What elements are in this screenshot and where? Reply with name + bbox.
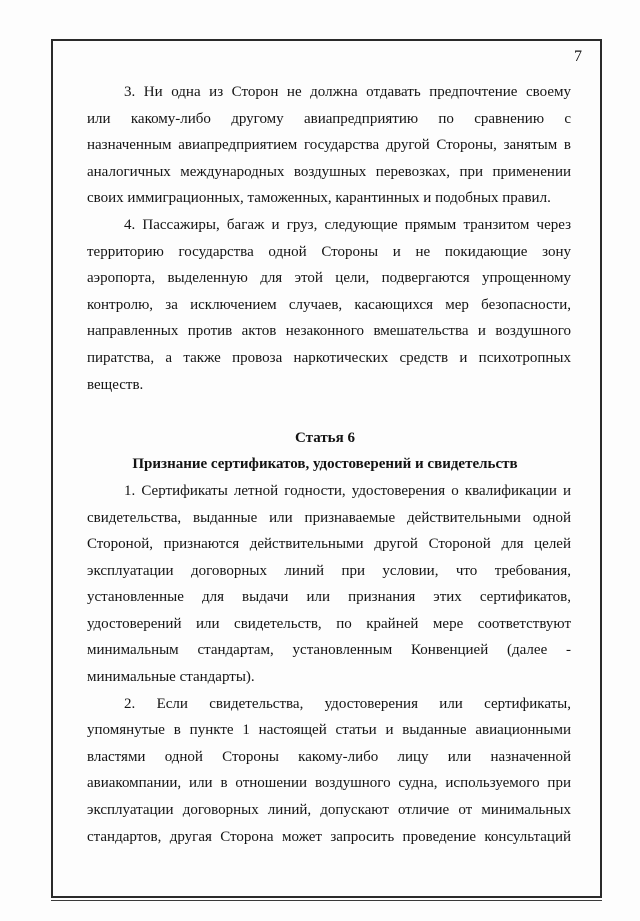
text-line: 3. Ни одна из Сторон не должна отдавать предпочтение своему — [124, 84, 571, 100]
text-line: упомянутые в пункте 1 настоящей статьи и выданные авиационными — [87, 722, 571, 739]
text-line: или какому-либо другому авиапредприятию по сравнению с — [87, 110, 571, 127]
text-line: свидетельства, выданные или признаваемые действительными одной — [87, 509, 571, 526]
text-line: эксплуатации договорных линий, допускают отличие от минимальных — [87, 802, 571, 819]
text-line: своих иммиграционных, таможенных, карантинных и подобных правил. — [87, 190, 551, 207]
text-line: контролю, за исключением случаев, касающихся мер безопасности, — [87, 296, 571, 313]
text-line: аэропорта, выделенную для этой цели, подвергаются упрощенному — [87, 270, 571, 287]
text-line: 4. Пассажиры, багаж и груз, следующие прямым транзитом через — [124, 216, 571, 233]
article-heading: Признание сертификатов, удостоверений и свидетельств — [132, 456, 518, 473]
text-line: властями одной Стороны какому-либо лицу или назначенной — [87, 748, 571, 765]
page-number: 7 — [574, 48, 582, 65]
text-line: направленных против актов незаконного вмешательства и воздушного — [87, 323, 571, 340]
text-line: пиратства, а также провоза наркотических средств и психотропных — [87, 349, 571, 366]
text-line: эксплуатации договорных линий при условии, что требования, — [87, 562, 571, 579]
paragraph-3 — [87, 79, 571, 212]
article-paragraph-1 — [87, 478, 571, 691]
text-line: территорию государства одной Стороны и не покидающие зону — [87, 243, 571, 260]
text-line: минимальные стандарты). — [87, 669, 255, 686]
text-line: минимальным стандартам, установленным Конвенцией (далее - — [87, 642, 571, 659]
paragraph-4 — [87, 212, 571, 398]
text-line: аналогичных международных воздушных перевозках, при применении — [87, 163, 571, 180]
text-line: удостоверений или свидетельств, по крайней мере соответствуют — [87, 615, 571, 632]
text-line: авиакомпании, или в отношении воздушного судна, используемого при — [87, 775, 571, 792]
text-line: стандартов, другая Сторона может запросить проведение консультаций — [87, 828, 571, 845]
text-line: 1. Сертификаты летной годности, удостоверения о квалификации и — [124, 482, 571, 499]
text-line: установленные для выдачи или признания этих сертификатов, — [87, 589, 571, 606]
article-paragraph-2 — [87, 691, 571, 851]
text-line: назначенным авиапредприятием государства другой Стороны, занятым в — [87, 137, 571, 154]
blank-line — [87, 398, 571, 425]
text-line: Стороной, признаются действительными другой Стороной для целей — [87, 536, 571, 553]
text-line: веществ. — [87, 376, 144, 393]
frame-bottom-rule — [51, 900, 602, 901]
article-title: Статья 6 — [295, 429, 355, 446]
text-line: 2. Если свидетельства, удостоверения или сертификаты, — [124, 695, 571, 712]
document-body — [87, 79, 571, 850]
